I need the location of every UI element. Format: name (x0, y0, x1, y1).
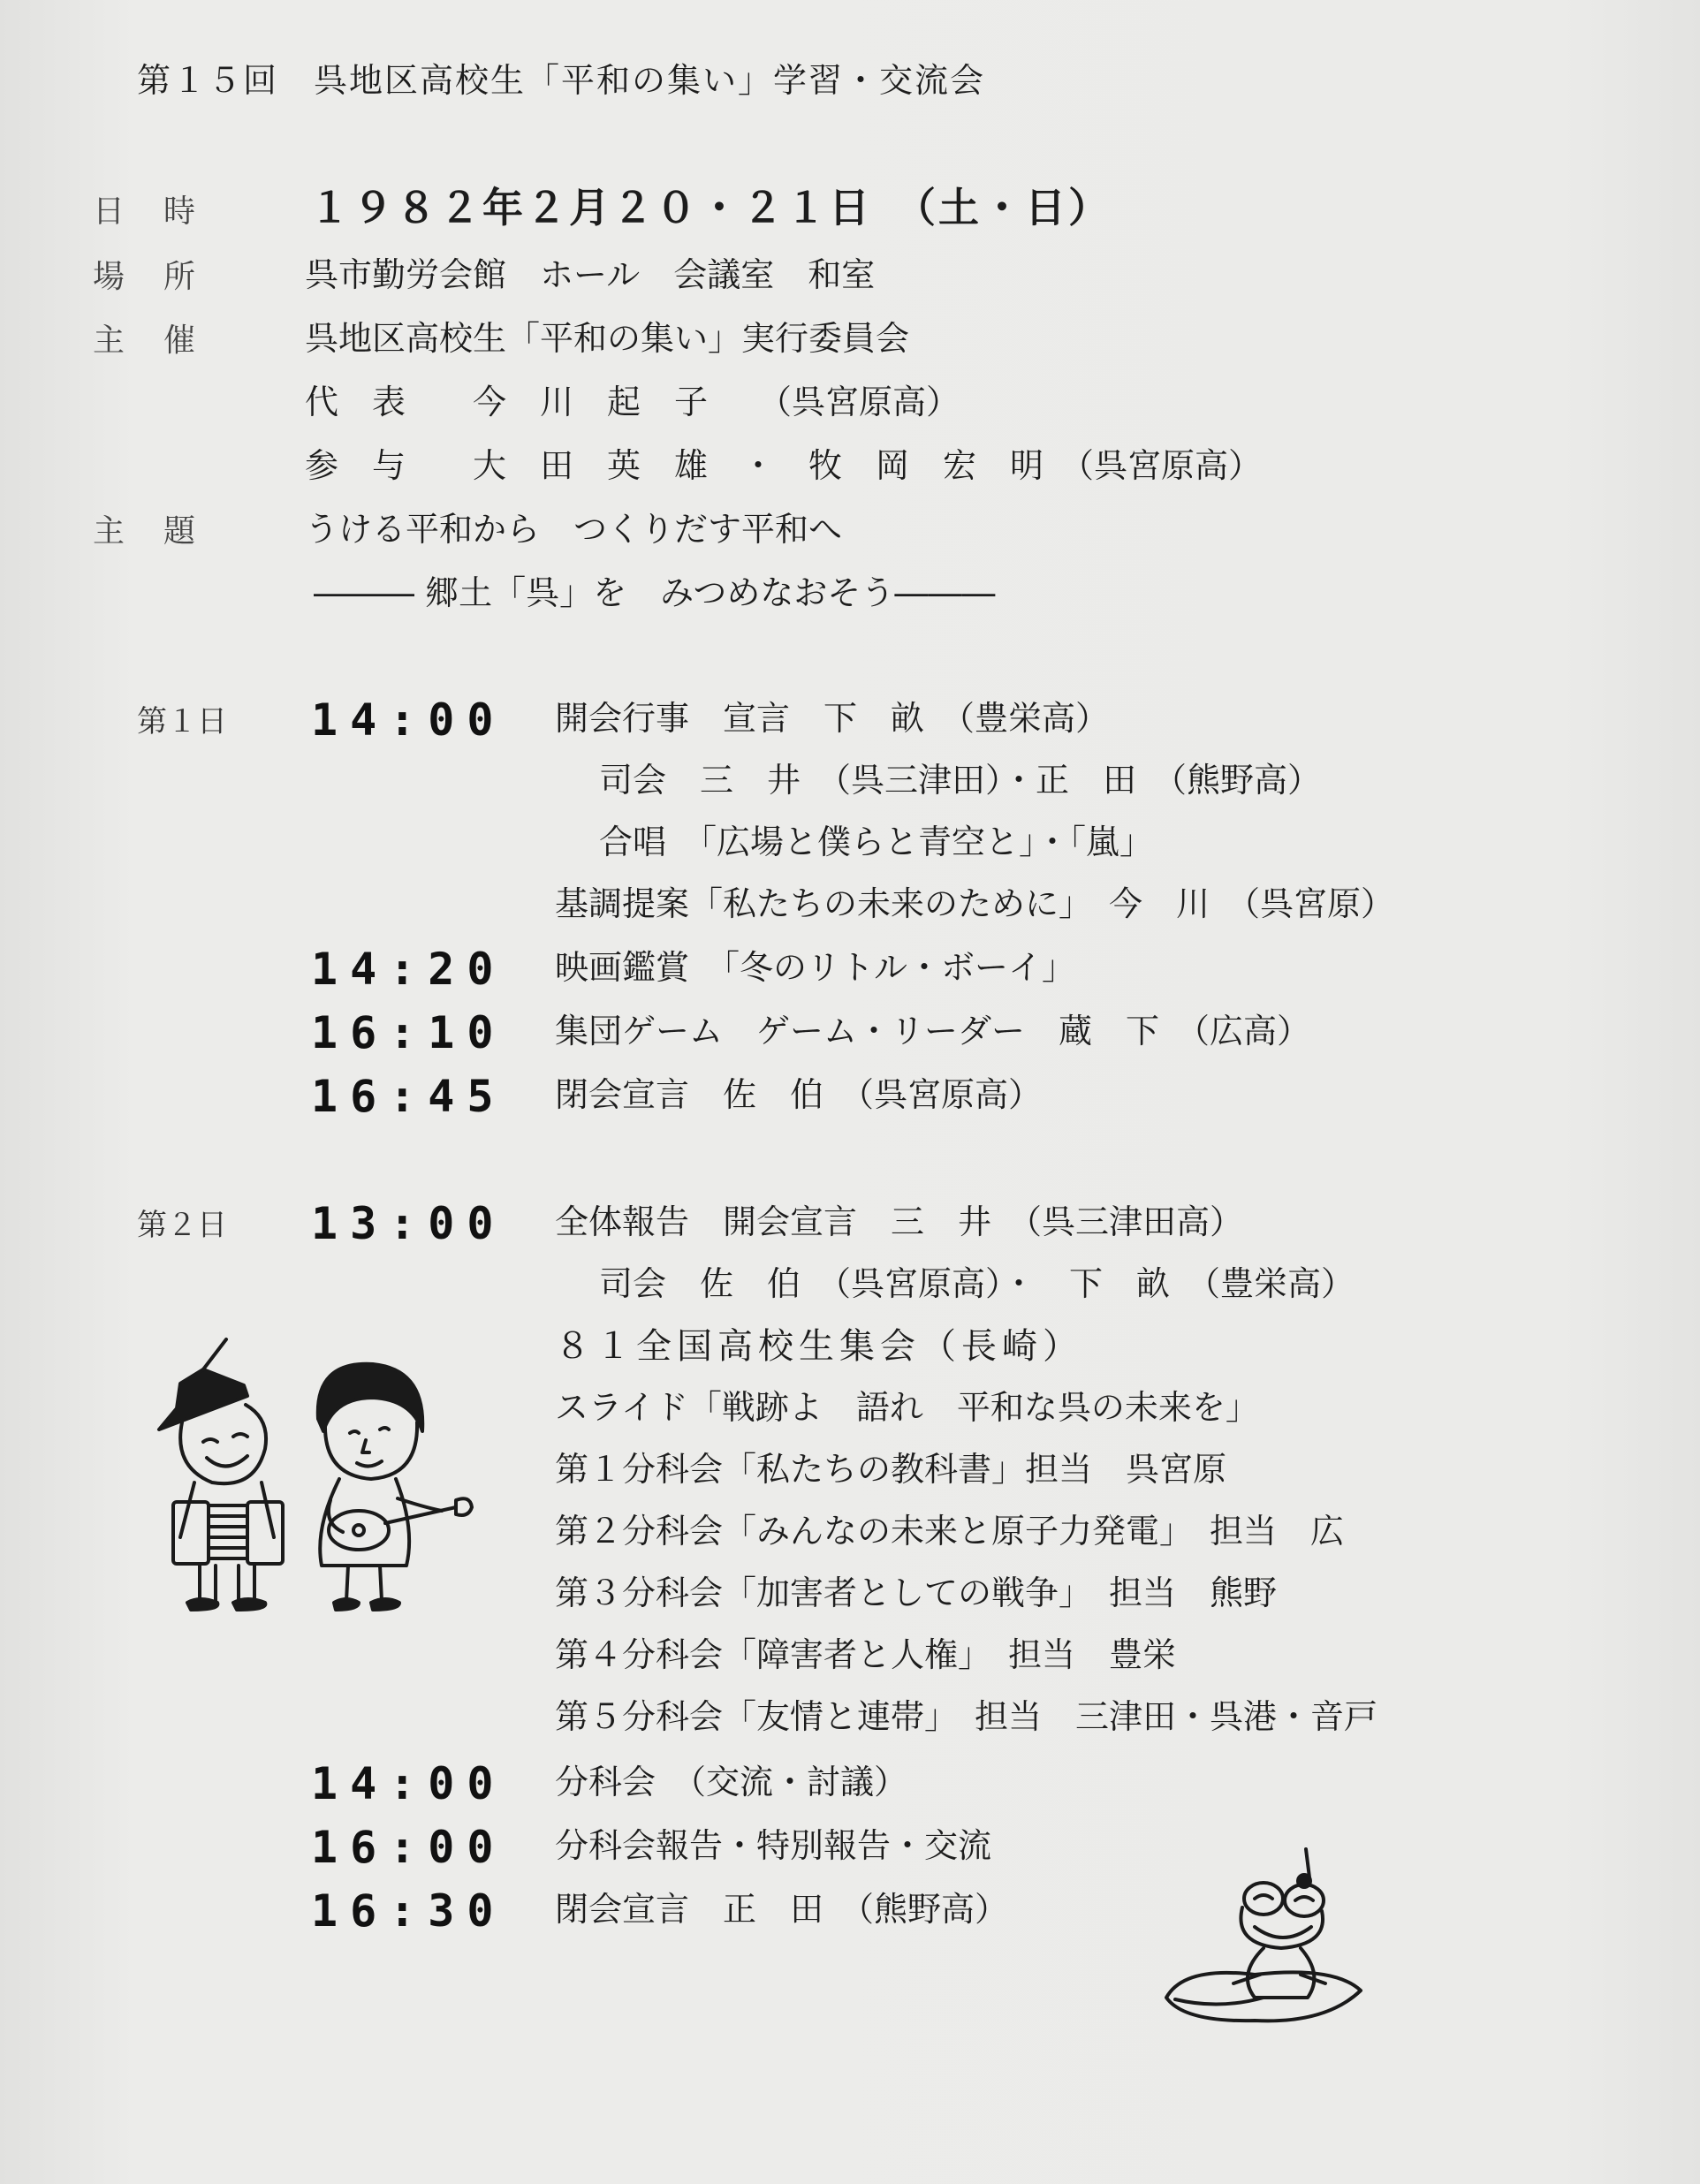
day2-moderators: 司会 佐 伯 （呉宮原高）・ 下 畝 （豊栄高） (599, 1264, 1355, 1303)
place-value: 呉市勤労会館 ホール 会議室 和室 (305, 255, 876, 294)
day1-film: 映画鑑賞 「冬のリトル・ボーイ」 (555, 948, 1076, 987)
day1-time-1645: 16:45 (311, 1071, 506, 1122)
day2-section-2: 第２分科会「みんなの未来と原子力発電」 担当 広 (555, 1512, 1345, 1551)
date-value: １９８２年２月２０・２１日 （土・日） (309, 184, 1112, 231)
day2-sessions: 分科会 （交流・討議） (555, 1763, 908, 1801)
day1-chorus: 合唱 「広場と僕らと青空と」・「嵐」 (599, 823, 1154, 861)
day2-time-1630: 16:30 (311, 1885, 506, 1937)
day2-time-1600: 16:00 (311, 1822, 506, 1873)
day2-slide: スライド「戦跡よ 語れ 平和な呉の未来を」 (555, 1388, 1259, 1427)
day1-time-1400: 14:00 (311, 694, 506, 746)
day2-section-4: 第４分科会「障害者と人権」 担当 豊栄 (555, 1635, 1177, 1674)
document-title: 第１５回 呉地区高校生「平和の集い」学習・交流会 (137, 61, 986, 100)
date-label: 日時 (93, 193, 235, 230)
day2-time-1400: 14:00 (311, 1758, 506, 1809)
theme-value: うける平和から つくりだす平和へ (305, 510, 843, 549)
day2-national-meeting: ８１全国高校生集会（長崎） (555, 1326, 1083, 1367)
representative: 代 表 今 川 起 子 （呉宮原高） (305, 383, 960, 421)
frog-on-lily-pad-illustration (1149, 1842, 1378, 2028)
advisor: 参 与 大 田 英 雄 ・ 牧 岡 宏 明 （呉宮原高） (305, 446, 1263, 485)
day1-closing: 閉会宣言 佐 伯 （呉宮原高） (555, 1075, 1043, 1114)
day2-time-1300: 13:00 (311, 1198, 506, 1249)
theme-subtitle: ――― 郷土「呉」を みつめなおそう――― (314, 573, 996, 612)
day1-game: 集団ゲーム ゲーム・リーダー 蔵 下 （広高） (555, 1012, 1311, 1050)
day2-section-3: 第３分科会「加害者としての戦争」 担当 熊野 (555, 1574, 1278, 1612)
children-musicians-illustration (141, 1334, 512, 1634)
day1-keynote: 基調提案「私たちの未来のために」 今 川 （呉宮原） (555, 884, 1395, 923)
day1-time-1420: 14:20 (311, 944, 506, 995)
day2-section-1: 第１分科会「私たちの教科書」担当 呉宮原 (555, 1450, 1227, 1489)
day2-label: 第２日 (137, 1208, 227, 1243)
organizer-label: 主催 (93, 322, 235, 359)
day1-opening: 開会行事 宣言 下 畝 （豊栄高） (555, 699, 1110, 738)
place-label: 場所 (93, 259, 235, 295)
day2-closing: 閉会宣言 正 田 （熊野高） (555, 1890, 1009, 1929)
theme-label: 主題 (93, 513, 235, 550)
day1-time-1610: 16:10 (311, 1007, 506, 1058)
day2-section-5: 第５分科会「友情と連帯」 担当 三津田・呉港・音戸 (555, 1697, 1378, 1736)
day2-plenary: 全体報告 開会宣言 三 井 （呉三津田高） (555, 1202, 1244, 1241)
organizer-value: 呉地区高校生「平和の集い」実行委員会 (305, 319, 910, 358)
day1-moderators: 司会 三 井 （呉三津田）・正 田 （熊野高） (599, 761, 1322, 800)
day1-label: 第１日 (137, 704, 227, 739)
day2-reports: 分科会報告・特別報告・交流 (555, 1826, 992, 1865)
